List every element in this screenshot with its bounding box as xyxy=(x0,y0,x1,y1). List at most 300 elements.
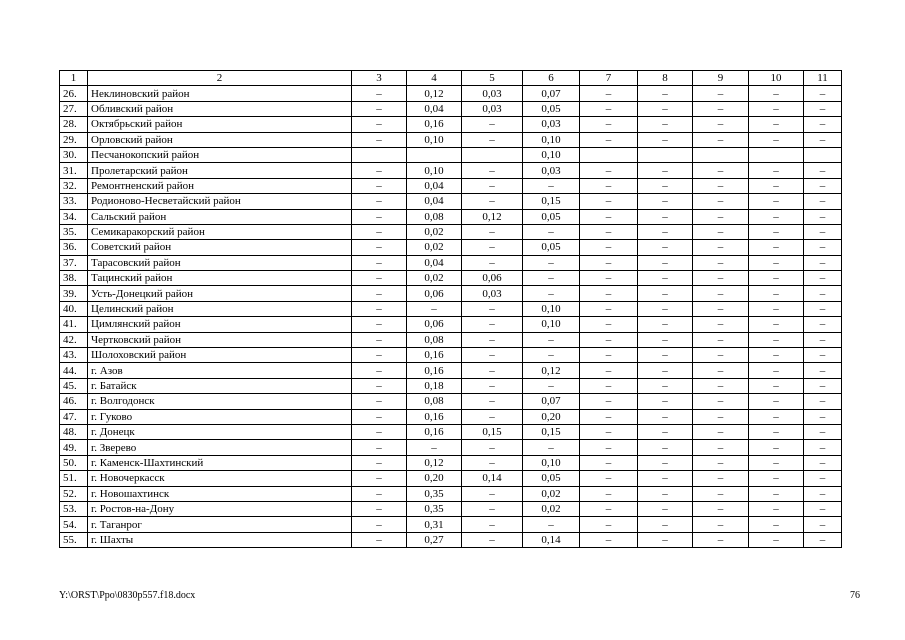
value-cell: – xyxy=(804,271,842,286)
table-row xyxy=(60,101,842,116)
value-cell: 0,20 xyxy=(407,471,462,486)
row-number-cell: 34. xyxy=(60,209,88,224)
row-number-cell: 48. xyxy=(60,424,88,439)
table-body xyxy=(60,86,842,548)
value-cell: – xyxy=(638,132,693,147)
value-cell: – xyxy=(693,532,749,547)
district-name-cell: Обливский район xyxy=(88,101,352,116)
row-number-cell: 38. xyxy=(60,271,88,286)
value-cell: – xyxy=(523,286,580,301)
value-cell: – xyxy=(804,194,842,209)
value-cell: – xyxy=(749,486,804,501)
table-row xyxy=(60,301,842,316)
value-cell: – xyxy=(693,348,749,363)
value-cell: 0,16 xyxy=(407,424,462,439)
value-cell: 0,06 xyxy=(407,286,462,301)
column-header-1: 1 xyxy=(60,71,88,86)
value-cell: – xyxy=(523,348,580,363)
district-name-cell: Шолоховский район xyxy=(88,348,352,363)
value-cell: – xyxy=(462,455,523,470)
value-cell: – xyxy=(804,455,842,470)
value-cell: 0,10 xyxy=(523,132,580,147)
value-cell xyxy=(804,147,842,162)
table-row xyxy=(60,317,842,332)
value-cell: – xyxy=(352,455,407,470)
value-cell: – xyxy=(749,332,804,347)
value-cell: – xyxy=(638,348,693,363)
value-cell: – xyxy=(749,532,804,547)
value-cell: 0,16 xyxy=(407,409,462,424)
value-cell: – xyxy=(693,132,749,147)
table-row xyxy=(60,178,842,193)
value-cell: – xyxy=(523,517,580,532)
value-cell: – xyxy=(804,348,842,363)
value-cell: – xyxy=(580,394,638,409)
value-cell: – xyxy=(693,486,749,501)
row-number-cell: 55. xyxy=(60,532,88,547)
value-cell xyxy=(638,147,693,162)
row-number-cell: 33. xyxy=(60,194,88,209)
value-cell: – xyxy=(352,424,407,439)
value-cell: 0,10 xyxy=(523,147,580,162)
footer-file-path: Y:\ORST\Ppo\0830p557.f18.docx xyxy=(59,590,196,601)
value-cell: – xyxy=(638,501,693,516)
value-cell: – xyxy=(693,271,749,286)
value-cell: 0,15 xyxy=(523,194,580,209)
value-cell: – xyxy=(352,224,407,239)
value-cell: – xyxy=(352,178,407,193)
column-header-4: 4 xyxy=(407,71,462,86)
value-cell: 0,05 xyxy=(523,209,580,224)
data-table xyxy=(59,70,842,548)
value-cell: 0,08 xyxy=(407,332,462,347)
value-cell: – xyxy=(352,378,407,393)
value-cell: – xyxy=(580,178,638,193)
value-cell: – xyxy=(749,424,804,439)
value-cell: – xyxy=(638,101,693,116)
value-cell: – xyxy=(804,440,842,455)
column-header-3: 3 xyxy=(352,71,407,86)
value-cell: – xyxy=(580,332,638,347)
value-cell: 0,05 xyxy=(523,471,580,486)
value-cell: – xyxy=(749,317,804,332)
value-cell: – xyxy=(693,501,749,516)
value-cell: – xyxy=(352,332,407,347)
value-cell: – xyxy=(462,163,523,178)
value-cell: – xyxy=(580,532,638,547)
value-cell: – xyxy=(462,240,523,255)
value-cell: – xyxy=(804,286,842,301)
value-cell: – xyxy=(523,224,580,239)
value-cell xyxy=(462,147,523,162)
value-cell: – xyxy=(804,117,842,132)
value-cell: – xyxy=(638,394,693,409)
table-row xyxy=(60,117,842,132)
value-cell: – xyxy=(804,517,842,532)
value-cell: – xyxy=(749,286,804,301)
value-cell: 0,16 xyxy=(407,348,462,363)
value-cell: – xyxy=(804,363,842,378)
value-cell: – xyxy=(693,163,749,178)
value-cell: – xyxy=(352,240,407,255)
table-row xyxy=(60,440,842,455)
column-header-11: 11 xyxy=(804,71,842,86)
value-cell: 0,04 xyxy=(407,101,462,116)
value-cell: – xyxy=(580,471,638,486)
value-cell: – xyxy=(352,394,407,409)
district-name-cell: г. Волгодонск xyxy=(88,394,352,409)
value-cell: – xyxy=(749,363,804,378)
district-name-cell: г. Новочеркасск xyxy=(88,471,352,486)
value-cell: 0,03 xyxy=(523,163,580,178)
row-number-cell: 47. xyxy=(60,409,88,424)
value-cell: – xyxy=(638,224,693,239)
value-cell: – xyxy=(352,286,407,301)
value-cell: 0,04 xyxy=(407,255,462,270)
row-number-cell: 30. xyxy=(60,147,88,162)
district-name-cell: Тацинский район xyxy=(88,271,352,286)
district-name-cell: г. Гуково xyxy=(88,409,352,424)
row-number-cell: 42. xyxy=(60,332,88,347)
value-cell: 0,31 xyxy=(407,517,462,532)
value-cell: – xyxy=(580,86,638,101)
row-number-cell: 46. xyxy=(60,394,88,409)
value-cell: – xyxy=(352,117,407,132)
value-cell: – xyxy=(407,440,462,455)
value-cell: – xyxy=(580,240,638,255)
value-cell: – xyxy=(580,194,638,209)
value-cell: – xyxy=(804,132,842,147)
value-cell: – xyxy=(749,224,804,239)
value-cell: – xyxy=(749,409,804,424)
value-cell: – xyxy=(693,440,749,455)
value-cell: 0,10 xyxy=(407,132,462,147)
value-cell: 0,18 xyxy=(407,378,462,393)
value-cell: 0,06 xyxy=(462,271,523,286)
value-cell: – xyxy=(804,378,842,393)
value-cell: 0,10 xyxy=(523,301,580,316)
table-row xyxy=(60,455,842,470)
row-number-cell: 54. xyxy=(60,517,88,532)
column-header-7: 7 xyxy=(580,71,638,86)
value-cell: – xyxy=(462,255,523,270)
value-cell: 0,16 xyxy=(407,363,462,378)
value-cell: – xyxy=(804,501,842,516)
value-cell: – xyxy=(352,440,407,455)
value-cell: – xyxy=(638,86,693,101)
value-cell: – xyxy=(749,86,804,101)
row-number-cell: 41. xyxy=(60,317,88,332)
value-cell: – xyxy=(580,163,638,178)
value-cell: – xyxy=(804,486,842,501)
value-cell: – xyxy=(804,240,842,255)
value-cell: – xyxy=(749,394,804,409)
value-cell: – xyxy=(352,194,407,209)
table-row xyxy=(60,517,842,532)
value-cell: – xyxy=(749,378,804,393)
value-cell: – xyxy=(580,255,638,270)
district-name-cell: Усть-Донецкий район xyxy=(88,286,352,301)
value-cell: – xyxy=(804,471,842,486)
value-cell: – xyxy=(749,440,804,455)
value-cell: – xyxy=(580,317,638,332)
value-cell: 0,04 xyxy=(407,194,462,209)
row-number-cell: 53. xyxy=(60,501,88,516)
value-cell: – xyxy=(804,163,842,178)
district-name-cell: Ремонтненский район xyxy=(88,178,352,193)
value-cell: – xyxy=(352,86,407,101)
table-row xyxy=(60,471,842,486)
row-number-cell: 29. xyxy=(60,132,88,147)
row-number-cell: 45. xyxy=(60,378,88,393)
table-row xyxy=(60,132,842,147)
district-name-cell: г. Азов xyxy=(88,363,352,378)
value-cell: – xyxy=(352,486,407,501)
value-cell: – xyxy=(804,424,842,439)
value-cell: – xyxy=(523,271,580,286)
value-cell: – xyxy=(352,255,407,270)
column-header-6: 6 xyxy=(523,71,580,86)
value-cell: – xyxy=(693,286,749,301)
district-name-cell: Орловский район xyxy=(88,132,352,147)
value-cell: 0,12 xyxy=(462,209,523,224)
table-row xyxy=(60,394,842,409)
value-cell: – xyxy=(462,501,523,516)
value-cell: 0,02 xyxy=(407,240,462,255)
value-cell: – xyxy=(804,101,842,116)
row-number-cell: 49. xyxy=(60,440,88,455)
value-cell: – xyxy=(352,409,407,424)
value-cell: – xyxy=(462,117,523,132)
value-cell: – xyxy=(749,132,804,147)
district-name-cell: г. Каменск-Шахтинский xyxy=(88,455,352,470)
value-cell: – xyxy=(749,501,804,516)
value-cell: 0,03 xyxy=(462,101,523,116)
value-cell: – xyxy=(693,224,749,239)
district-name-cell: Песчанокопский район xyxy=(88,147,352,162)
table-row xyxy=(60,378,842,393)
value-cell: – xyxy=(638,317,693,332)
district-name-cell: г. Шахты xyxy=(88,532,352,547)
row-number-cell: 31. xyxy=(60,163,88,178)
value-cell: – xyxy=(804,317,842,332)
value-cell: – xyxy=(352,471,407,486)
value-cell xyxy=(693,147,749,162)
value-cell: – xyxy=(804,409,842,424)
district-name-cell: Целинский район xyxy=(88,301,352,316)
value-cell: – xyxy=(693,424,749,439)
value-cell: – xyxy=(693,255,749,270)
value-cell: – xyxy=(749,455,804,470)
value-cell: 0,08 xyxy=(407,394,462,409)
value-cell: – xyxy=(462,348,523,363)
table-row xyxy=(60,209,842,224)
value-cell: – xyxy=(693,117,749,132)
value-cell xyxy=(580,147,638,162)
value-cell: 0,27 xyxy=(407,532,462,547)
value-cell: – xyxy=(638,363,693,378)
value-cell: – xyxy=(462,178,523,193)
row-number-cell: 36. xyxy=(60,240,88,255)
value-cell: – xyxy=(749,101,804,116)
value-cell xyxy=(749,147,804,162)
district-name-cell: Родионово-Несветайский район xyxy=(88,194,352,209)
table-row xyxy=(60,147,842,162)
footer-page-number: 76 xyxy=(850,590,860,601)
value-cell: – xyxy=(462,409,523,424)
table-row xyxy=(60,224,842,239)
value-cell: – xyxy=(352,271,407,286)
table-row xyxy=(60,286,842,301)
district-name-cell: Чертковский район xyxy=(88,332,352,347)
value-cell: 0,05 xyxy=(523,101,580,116)
value-cell: 0,06 xyxy=(407,317,462,332)
value-cell: – xyxy=(638,286,693,301)
value-cell: – xyxy=(638,332,693,347)
value-cell: – xyxy=(462,363,523,378)
value-cell: – xyxy=(580,363,638,378)
value-cell: 0,02 xyxy=(407,224,462,239)
value-cell: – xyxy=(523,378,580,393)
value-cell: – xyxy=(804,332,842,347)
value-cell: – xyxy=(693,101,749,116)
value-cell: – xyxy=(580,132,638,147)
value-cell: – xyxy=(693,317,749,332)
value-cell: – xyxy=(580,486,638,501)
table-row xyxy=(60,424,842,439)
value-cell: – xyxy=(580,101,638,116)
value-cell: – xyxy=(804,394,842,409)
value-cell: 0,35 xyxy=(407,486,462,501)
district-name-cell: Пролетарский район xyxy=(88,163,352,178)
value-cell: – xyxy=(749,117,804,132)
value-cell: – xyxy=(352,363,407,378)
value-cell: – xyxy=(749,209,804,224)
table-row xyxy=(60,363,842,378)
value-cell: – xyxy=(693,240,749,255)
value-cell: – xyxy=(749,348,804,363)
value-cell: – xyxy=(352,163,407,178)
value-cell: – xyxy=(462,332,523,347)
row-number-cell: 35. xyxy=(60,224,88,239)
value-cell: – xyxy=(693,178,749,193)
value-cell: – xyxy=(638,486,693,501)
column-header-2: 2 xyxy=(88,71,352,86)
value-cell: 0,08 xyxy=(407,209,462,224)
value-cell: – xyxy=(638,194,693,209)
value-cell: – xyxy=(804,255,842,270)
value-cell: 0,03 xyxy=(462,286,523,301)
value-cell: – xyxy=(749,255,804,270)
row-number-cell: 39. xyxy=(60,286,88,301)
column-header-10: 10 xyxy=(749,71,804,86)
value-cell: 0,10 xyxy=(523,455,580,470)
value-cell: – xyxy=(693,471,749,486)
value-cell: – xyxy=(749,178,804,193)
table-row xyxy=(60,255,842,270)
value-cell: – xyxy=(462,378,523,393)
district-name-cell: Сальский район xyxy=(88,209,352,224)
value-cell: – xyxy=(749,301,804,316)
value-cell: – xyxy=(749,271,804,286)
value-cell: – xyxy=(352,517,407,532)
district-name-cell: г. Новошахтинск xyxy=(88,486,352,501)
value-cell: 0,16 xyxy=(407,117,462,132)
value-cell: – xyxy=(638,301,693,316)
value-cell: 0,07 xyxy=(523,394,580,409)
value-cell: – xyxy=(580,378,638,393)
value-cell: 0,02 xyxy=(523,486,580,501)
value-cell: – xyxy=(580,224,638,239)
column-header-8: 8 xyxy=(638,71,693,86)
value-cell: – xyxy=(638,532,693,547)
column-header-9: 9 xyxy=(693,71,749,86)
value-cell: – xyxy=(462,301,523,316)
row-number-cell: 52. xyxy=(60,486,88,501)
value-cell xyxy=(352,147,407,162)
value-cell: – xyxy=(693,517,749,532)
value-cell: – xyxy=(462,132,523,147)
value-cell: – xyxy=(804,224,842,239)
value-cell: – xyxy=(462,486,523,501)
value-cell: – xyxy=(638,440,693,455)
row-number-cell: 50. xyxy=(60,455,88,470)
value-cell: – xyxy=(523,440,580,455)
value-cell: – xyxy=(523,255,580,270)
value-cell: – xyxy=(462,394,523,409)
value-cell: 0,02 xyxy=(407,271,462,286)
value-cell: – xyxy=(462,532,523,547)
value-cell: 0,03 xyxy=(523,117,580,132)
value-cell: – xyxy=(523,178,580,193)
value-cell: – xyxy=(462,194,523,209)
value-cell: – xyxy=(580,455,638,470)
value-cell: – xyxy=(638,163,693,178)
value-cell: – xyxy=(693,301,749,316)
value-cell xyxy=(407,147,462,162)
value-cell: – xyxy=(804,301,842,316)
value-cell: – xyxy=(638,117,693,132)
value-cell: – xyxy=(638,455,693,470)
value-cell: – xyxy=(352,348,407,363)
value-cell: – xyxy=(693,394,749,409)
value-cell: – xyxy=(693,363,749,378)
value-cell: 0,12 xyxy=(523,363,580,378)
value-cell: – xyxy=(352,301,407,316)
value-cell: – xyxy=(693,378,749,393)
value-cell: 0,03 xyxy=(462,86,523,101)
value-cell: – xyxy=(693,455,749,470)
table-row xyxy=(60,86,842,101)
value-cell: – xyxy=(580,409,638,424)
value-cell: – xyxy=(580,301,638,316)
table-row xyxy=(60,194,842,209)
district-name-cell: г. Зверево xyxy=(88,440,352,455)
district-name-cell: Цимлянский район xyxy=(88,317,352,332)
district-name-cell: Тарасовский район xyxy=(88,255,352,270)
value-cell: – xyxy=(580,117,638,132)
value-cell: – xyxy=(749,240,804,255)
value-cell: – xyxy=(638,240,693,255)
value-cell: – xyxy=(638,209,693,224)
value-cell: 0,14 xyxy=(523,532,580,547)
value-cell: – xyxy=(580,424,638,439)
value-cell: 0,10 xyxy=(407,163,462,178)
value-cell: – xyxy=(749,471,804,486)
value-cell: – xyxy=(580,271,638,286)
value-cell: – xyxy=(352,209,407,224)
table-row xyxy=(60,409,842,424)
